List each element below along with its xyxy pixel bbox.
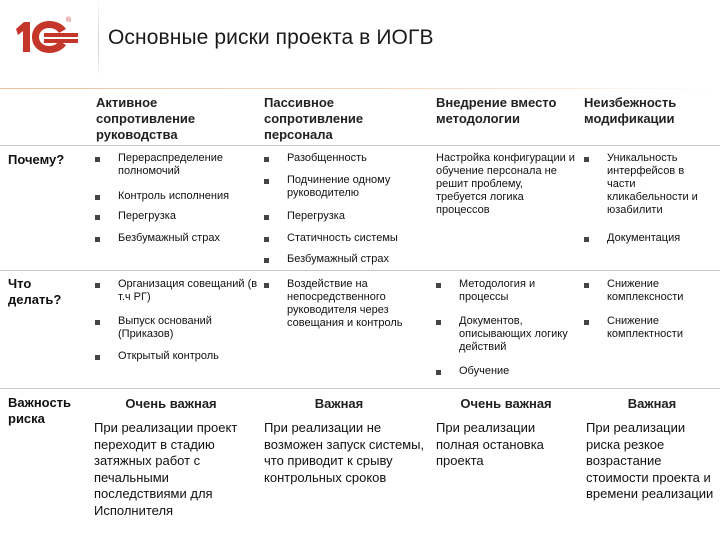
- why-item: Перегрузка: [287, 210, 345, 222]
- bullet-icon: [264, 283, 269, 288]
- why-item: Уникальность интерфейсов в части кликабельности и юзабилити: [607, 152, 698, 216]
- todo-item: Воздействие на непосредственного руководителя через совещания и контроль: [287, 278, 403, 329]
- divider-why: [0, 270, 720, 271]
- todo-item: Документов, описывающих логику действий: [459, 315, 568, 353]
- column-header-2: Пассивное сопротивление персонала: [264, 95, 364, 142]
- todo-item: Открытый контроль: [118, 350, 219, 362]
- column-header-3: Внедрение вместо методологии: [436, 95, 557, 126]
- bullet-icon: [584, 283, 589, 288]
- bullet-icon: [264, 157, 269, 162]
- title-underline: [0, 88, 720, 89]
- bullet-icon: [95, 195, 100, 200]
- todo-item: Снижение комплектности: [607, 315, 683, 340]
- why-item: Документация: [607, 232, 681, 244]
- column-header-4: Неизбежность модификации: [584, 95, 677, 126]
- bullet-icon: [584, 157, 589, 162]
- page-title: Основные риски проекта в ИОГВ: [108, 26, 434, 49]
- why-item: Безбумажный страх: [287, 253, 389, 265]
- why-item: Перегрузка: [118, 210, 176, 222]
- row-label-todo: Что делать?: [8, 276, 62, 307]
- row-label-why: Почему?: [8, 152, 65, 167]
- why-item: Статичность системы: [287, 232, 398, 244]
- column-header-1: Активное сопротивление руководства: [96, 95, 196, 142]
- why-item: Разобщенность: [287, 152, 367, 164]
- importance-description: При реализации не возможен запуск системы, что приводит к срыву контрольных сроков: [264, 420, 425, 485]
- divider-header: [0, 145, 720, 146]
- why-item: Подчинение одному руководителю: [287, 174, 391, 199]
- bullet-icon: [264, 179, 269, 184]
- why-item: Перераспределение полномочий: [118, 152, 223, 177]
- divider-todo: [0, 388, 720, 389]
- importance-level: Очень важная: [460, 396, 552, 411]
- why-item: Контроль исполнения: [118, 190, 230, 202]
- bullet-icon: [584, 320, 589, 325]
- bullet-icon: [264, 237, 269, 242]
- bullet-icon: [264, 258, 269, 263]
- logo-divider: [98, 0, 99, 78]
- todo-item: Методология и процессы: [459, 278, 536, 303]
- bullet-icon: [436, 283, 441, 288]
- bullet-icon: [95, 215, 100, 220]
- bullet-icon: [264, 215, 269, 220]
- importance-level: Очень важная: [125, 396, 217, 411]
- todo-item: Снижение комплексности: [607, 278, 684, 303]
- bullet-icon: [95, 355, 100, 360]
- importance-description: При реализации проект переходит в стадию затяжных работ с печальными последствиями для Исполнителя: [94, 420, 238, 518]
- bullet-icon: [95, 320, 100, 325]
- importance-level: Важная: [627, 396, 677, 411]
- bullet-icon: [95, 283, 100, 288]
- row-label-importance: Важность риска: [8, 395, 72, 426]
- importance-level: Важная: [314, 396, 364, 411]
- bullet-icon: [584, 237, 589, 242]
- bullet-icon: [436, 320, 441, 325]
- importance-description: При реализации риска резкое возрастание стоимости проекта и времени реализации: [586, 420, 714, 501]
- bullet-icon: [95, 237, 100, 242]
- registered-mark: ®: [66, 17, 72, 24]
- why-item: Настройка конфигурации и обучение персонала не решит проблему, требуется логика процессов: [436, 152, 575, 216]
- bullet-icon: [95, 157, 100, 162]
- why-item: Безбумажный страх: [118, 232, 220, 244]
- bullet-icon: [436, 370, 441, 375]
- importance-description: При реализации полная остановка проекта: [436, 420, 544, 468]
- todo-item: Выпуск оснований (Приказов): [118, 315, 212, 340]
- todo-item: Организация совещаний (в т.ч РГ): [118, 278, 258, 303]
- todo-item: Обучение: [459, 365, 510, 377]
